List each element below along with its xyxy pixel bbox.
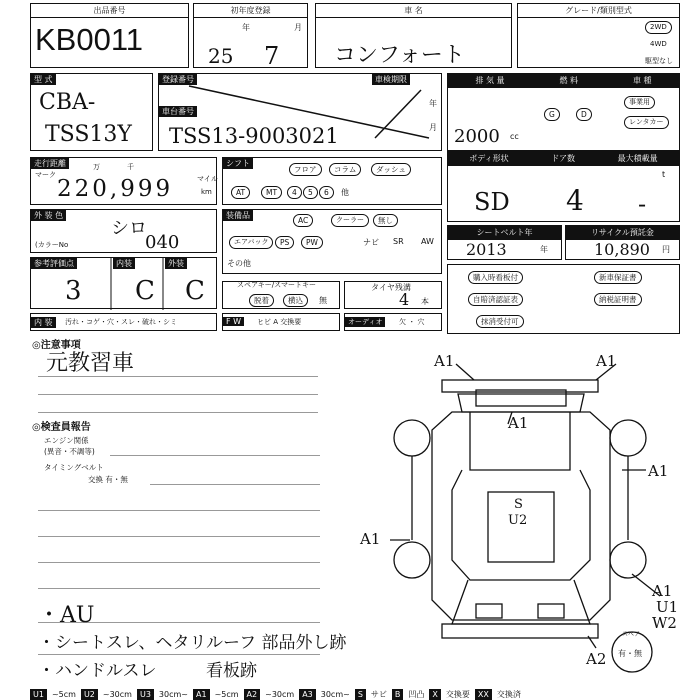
- damage-mark-w2-rear-right: W2: [652, 614, 677, 632]
- first-registration-label: 初年度登録: [194, 4, 307, 18]
- mileage-value: 220,999: [57, 176, 174, 202]
- equip-other: その他: [227, 259, 251, 268]
- equip-ps: PS: [275, 236, 294, 249]
- color-number-label: (カラーNo: [35, 241, 69, 249]
- smartkey-detach: 脱着: [249, 294, 274, 307]
- equip-airbag: エアバック: [229, 236, 273, 249]
- equip-aw: AW: [421, 237, 434, 246]
- damage-mark-a1-rear-right: A1: [652, 582, 673, 600]
- seatbelt-value: 2013: [466, 240, 507, 259]
- exterior-grade-label: 外装: [165, 258, 187, 269]
- timing-label: タイミングベルト: [44, 463, 104, 472]
- score-label: 参考評価点: [31, 258, 77, 269]
- inspection-month-unit: 月: [429, 123, 437, 132]
- caution-text: 元教習車: [46, 351, 135, 376]
- shift-at: AT: [231, 186, 250, 199]
- exterior-grade-value: C: [185, 276, 205, 306]
- damage-mark-a1-front-left: A1: [434, 352, 455, 370]
- bottom-note-3: ・ハンドルスレ: [38, 661, 157, 681]
- interior-condition-label: 内 装: [31, 317, 56, 328]
- legend-code: XX: [475, 689, 492, 700]
- drive-4wd: 4WD: [650, 40, 667, 48]
- bottom-note-2: ・シートスレ、ヘタリ: [38, 633, 207, 653]
- lot-number-label: 出品番号: [31, 4, 188, 18]
- usage-commercial: 事業用: [624, 96, 655, 109]
- max-load-unit: t: [662, 170, 666, 179]
- bottom-note-1: ・AU: [38, 603, 95, 628]
- shift-dash: ダッシュ: [371, 163, 411, 176]
- fuel-g: G: [544, 108, 560, 121]
- smartkey-remote: 横込: [283, 294, 308, 307]
- car-name-label: 車 名: [316, 4, 511, 18]
- mileage-unit-sen: 千: [127, 163, 134, 171]
- smartkey-label: スペアキー/スマートキー: [237, 281, 316, 289]
- fuel-label: 燃 料: [559, 76, 579, 85]
- mileage-label: 走行距離: [31, 158, 69, 169]
- damage-mark-a1-hood: A1: [508, 414, 529, 432]
- equip-cooler: クーラー: [331, 214, 369, 227]
- tire-value: 4: [399, 290, 410, 309]
- color-number-value: 040: [145, 232, 180, 253]
- damage-mark-a1-right-side: A1: [648, 462, 669, 480]
- tire-unit: 本: [421, 297, 429, 306]
- usage-rental: レンタカー: [624, 116, 669, 129]
- recycle-unit: 円: [662, 245, 670, 254]
- doc-deregistration: 抹消受付可: [476, 315, 524, 328]
- shift-6: 6: [319, 186, 334, 199]
- equip-navi: ナビ: [363, 238, 379, 247]
- legend-desc: ~5cm: [214, 690, 239, 699]
- exterior-color-value: シロ: [111, 218, 147, 239]
- bottom-note-2b: ルーフ 部品外し跡: [206, 633, 347, 653]
- chassis-number-label: 車台番号: [159, 106, 197, 117]
- inspection-year-unit: 年: [429, 99, 437, 108]
- legend-code: U1: [30, 689, 47, 700]
- legend-bar: [30, 689, 700, 700]
- body-shape-label: ボディ形状: [469, 154, 509, 163]
- damage-mark-a1-front-right: A1: [596, 352, 617, 370]
- recycle-value: 10,890: [594, 240, 650, 259]
- displacement-label: 排 気 量: [475, 76, 505, 85]
- doc-purchase: 購入時看板付: [468, 271, 523, 284]
- car-name-value: コンフォート: [334, 43, 465, 68]
- registration-number-label: 登録番号: [159, 74, 197, 85]
- reg-year-unit: 年: [242, 23, 250, 32]
- shift-mt: MT: [261, 186, 282, 199]
- reg-year-value: 25: [208, 44, 234, 68]
- damage-mark-u1-rear-right: U1: [656, 598, 679, 616]
- equip-none: 無し: [373, 214, 398, 227]
- body-shape-value: SD: [474, 188, 510, 216]
- seatbelt-unit: 年: [540, 245, 548, 254]
- bottom-note-3b: 看板跡: [206, 661, 257, 681]
- equip-pw: PW: [301, 236, 323, 249]
- doc-new-car-guarantee: 新車保証書: [594, 271, 642, 284]
- shift-column: コラム: [329, 163, 361, 176]
- doc-tax-certificate: 納税証明書: [594, 293, 642, 306]
- windshield-items: ヒビ A 交換要: [257, 318, 302, 326]
- smartkey-none: 無: [319, 296, 327, 305]
- legend-desc: 交換要: [445, 690, 470, 699]
- caution-title: ◎注意事項: [32, 340, 81, 351]
- shift-4: 4: [287, 186, 302, 199]
- legend-code: A2: [244, 689, 261, 700]
- doc-liability: 自賠済認証表: [468, 293, 523, 306]
- legend-desc: 30cm~: [320, 690, 350, 699]
- lot-number-value: KB0011: [35, 22, 144, 57]
- interior-grade-label: 内装: [113, 258, 135, 269]
- model-type-value-1: CBA-: [39, 90, 96, 115]
- displacement-value: 2000: [454, 126, 500, 147]
- engine-sub: (異音・不調等): [44, 447, 95, 456]
- mileage-mark: マーク: [35, 171, 56, 179]
- drive-none: 駆型なし: [645, 57, 673, 65]
- windshield-label: F W: [223, 317, 244, 326]
- legend-desc: ~30cm: [265, 690, 295, 699]
- max-load-value: -: [638, 190, 647, 218]
- exterior-color-label: 外 装 色: [31, 210, 66, 221]
- audio-items: 欠 ・ 穴: [399, 318, 425, 326]
- displacement-unit: cc: [510, 132, 519, 141]
- model-type-label: 型 式: [31, 74, 56, 85]
- seatbelt-label: シートベルト年: [448, 226, 561, 240]
- equip-ac: AC: [293, 214, 313, 227]
- legend-code: X: [429, 689, 440, 700]
- legend-code: A3: [299, 689, 316, 700]
- inspection-expiry-label: 車検期限: [372, 74, 410, 85]
- equipment-label: 装備品: [223, 210, 253, 221]
- interior-condition-items: 汚れ・コゲ・穴・スレ・破れ・シミ: [65, 318, 177, 326]
- shift-5: 5: [303, 186, 318, 199]
- chassis-number-value: TSS13-9003021: [169, 124, 339, 148]
- mileage-unit-km: km: [201, 188, 212, 196]
- damage-mark-s-roof: S: [514, 497, 523, 512]
- legend-code: U3: [137, 689, 154, 700]
- legend-desc: ~5cm: [51, 690, 76, 699]
- legend-code: U2: [81, 689, 98, 700]
- audio-label: オーディオ: [345, 317, 385, 327]
- damage-mark-a2-rear: A2: [586, 650, 607, 668]
- fuel-d: D: [576, 108, 592, 121]
- shift-floor: フロア: [289, 163, 322, 176]
- legend-desc: 30cm~: [158, 690, 188, 699]
- shift-other: 他: [341, 188, 349, 197]
- spare-label: スペア: [622, 631, 641, 638]
- door-count-value: 4: [566, 184, 584, 217]
- legend-desc: サビ: [370, 690, 387, 699]
- score-value: 3: [65, 276, 82, 306]
- mileage-unit-man: 万: [93, 163, 100, 171]
- reg-month-value: 7: [264, 42, 280, 70]
- legend-code: B: [392, 689, 404, 700]
- shift-label: シフト: [223, 158, 253, 169]
- door-count-label: ドア数: [551, 154, 576, 163]
- legend-desc: ~30cm: [102, 690, 132, 699]
- recycle-label: リサイクル預託金: [566, 226, 679, 240]
- mileage-unit-mile: マイル: [197, 175, 218, 183]
- legend-code: S: [355, 689, 366, 700]
- damage-mark-a1-left-side: A1: [360, 530, 381, 548]
- legend-desc: 交換済: [496, 690, 521, 699]
- legend-desc: 凹凸: [408, 690, 425, 699]
- equip-sr: SR: [393, 237, 404, 246]
- usage-label: 車 種: [632, 76, 652, 85]
- spare-value: 有・無: [618, 649, 642, 658]
- reg-month-unit: 月: [294, 23, 302, 32]
- legend-code: A1: [193, 689, 210, 700]
- tire-label: タイヤ残溝: [371, 283, 411, 292]
- model-type-value-2: TSS13Y: [45, 122, 132, 147]
- engine-label: エンジン関係: [44, 436, 89, 445]
- timing-sub: 交換 有・無: [88, 475, 128, 484]
- damage-mark-u2-roof: U2: [508, 513, 528, 528]
- inspector-title: ◎検査員報告: [32, 422, 91, 433]
- drive-2wd: 2WD: [645, 21, 672, 34]
- max-load-label: 最大積載量: [617, 154, 658, 163]
- interior-grade-value: C: [135, 276, 155, 306]
- grade-label: グレード/類別型式: [518, 4, 679, 18]
